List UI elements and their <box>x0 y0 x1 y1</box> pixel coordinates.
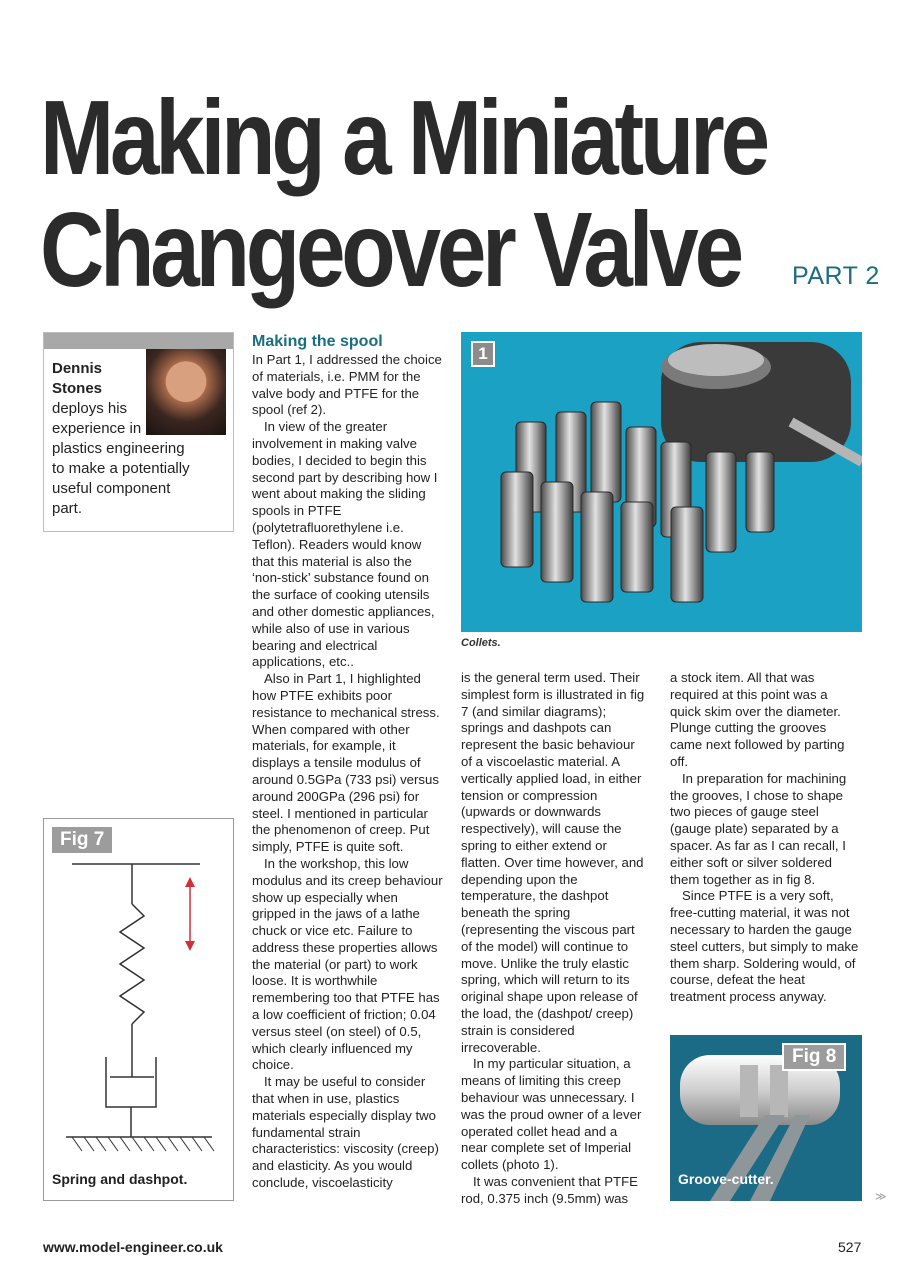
section-heading: Making the spool <box>252 333 383 350</box>
title-line-2: Changeover Valve <box>40 191 740 309</box>
paragraph: In the workshop, this low modulus and its creep behaviour show up especially when gripped in the jaws of a lathe chuck or vice etc. Failure to address these properties allows the material (or part) to work loose. It is worthwhile remembering too that PTFE has a low coefficient of friction; 0.04 versus steel (on steel) of 0.5, which clearly influenced my choice. <box>252 855 443 1073</box>
photo-number-badge: 1 <box>471 341 495 367</box>
author-text <box>52 359 192 519</box>
photo-caption: Groove-cutter. <box>678 1171 774 1187</box>
paragraph: It was convenient that PTFE rod, 0.375 inch (9.5mm) was <box>461 1173 638 1206</box>
author-description: deploys his experience in plastics engineering to make a potentially useful component part. <box>52 400 190 517</box>
title-line-1: Making a Miniature <box>40 79 766 197</box>
continue-marker: ≫ <box>875 1191 887 1203</box>
author-box <box>43 332 234 532</box>
figure-label: Fig 8 <box>782 1043 846 1071</box>
photo-caption: Collets. <box>461 637 501 649</box>
paragraph: a stock item. All that was required at this point was a quick skim over the diameter. Plunge cutting the grooves came next followed by parting off. <box>670 670 845 769</box>
figure-caption: Spring and dashpot. <box>52 1171 188 1187</box>
figure-spring-dashpot <box>43 818 234 1201</box>
article-title <box>40 79 766 309</box>
footer-url: www.model-engineer.co.uk <box>43 1239 223 1255</box>
paragraph: Also in Part 1, I highlighted how PTFE exhibits poor resistance to mechanical stress. When compared with other materials, for example, it displays a tensile modulus of around 0.5GPa (733 psi) versus around 200GPa (296 psi) for steel. I mentioned in particular the phenomenon of creep. Put simply, PTFE is quite soft. <box>252 671 440 855</box>
collets-illustration <box>461 332 862 632</box>
figure-label: Fig 7 <box>52 827 112 853</box>
paragraph: In my particular situation, a means of limiting this creep behaviour was unnecessary. I was the proud owner of a lever operated collet head and a near complete set of Imperial collets (photo 1). <box>461 1056 642 1173</box>
author-box-bar <box>44 333 233 349</box>
photo-collets <box>461 332 862 632</box>
paragraph: In Part 1, I addressed the choice of materials, i.e. PMM for the valve body and PTFE for the spool (ref 2). <box>252 352 442 418</box>
paragraph: It may be useful to consider that when in use, plastics materials especially display two fundamental strain characteristics: viscosity (creep) and elasticity. As you would conclude, viscoelasticity <box>252 1074 439 1191</box>
column-1 <box>252 352 444 1192</box>
spring-dashpot-diagram <box>44 819 235 1202</box>
column-2 <box>461 670 647 1208</box>
part-label: PART 2 <box>792 262 880 290</box>
column-3 <box>670 670 862 1006</box>
paragraph: Since PTFE is a very soft, free-cutting material, it was not necessary to harden the gauge steel cutters, but simply to make them sharp. Soldering would, of course, defeat the heat treatment process anyway. <box>670 888 859 1005</box>
paragraph: is the general term used. Their simplest form is illustrated in fig 7 (and similar diagrams); springs and dashpots can represent the basic behaviour of a viscoelastic material. A vertically applied load, in either tension or compression (upwards or downwards respectively), will cause the spring to either extend or flatten. Over time however, and depending upon the temperature, the dashpot beneath the spring (representing the viscous part of the model) will continue to move. Unlike the truly elastic spring, which will return to its original shape upon release of the load, the (dashpot/ creep) strain is considered irrecoverable. <box>461 670 645 1055</box>
photo-groove-cutter <box>670 1035 862 1201</box>
paragraph: In view of the greater involvement in making valve bodies, I decided to begin this second part by describing how I went about making the sliding spools in PTFE (polytetrafluorethylene i.e. Teflon). Readers would know that this material is also the ‘non-stick’ substance found on the surface of cooking utensils and other domestic appliances, while also of use in various bearing and electrical applications, etc.. <box>252 419 438 670</box>
page-number: 527 <box>838 1239 862 1255</box>
author-name-last: Stones <box>52 380 103 397</box>
author-name-first: Dennis <box>52 360 103 377</box>
paragraph: In preparation for machining the grooves, I chose to shape two pieces of gauge steel (gauge plate) separated by a spacer. As far as I can recall, I either soft or silver soldered them together as in fig 8. <box>670 770 847 887</box>
